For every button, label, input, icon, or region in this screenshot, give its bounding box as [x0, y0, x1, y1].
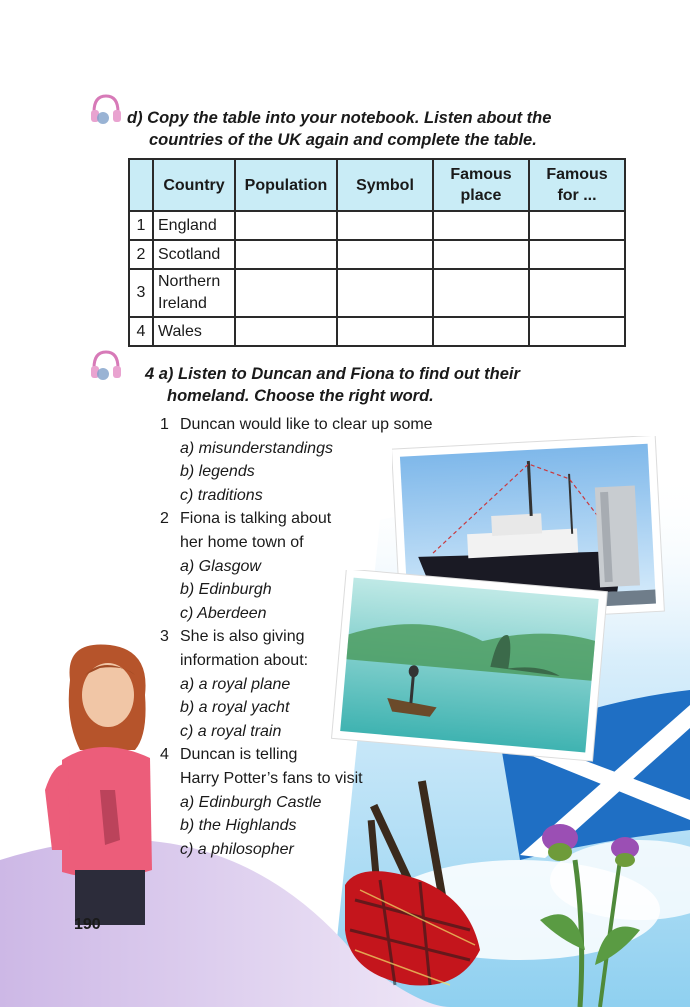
header-famous-place-line-1: Famous [450, 166, 512, 183]
question-text-cont: her home town of [180, 533, 304, 551]
question-2 [160, 507, 433, 625]
cell-famous-for [529, 211, 625, 240]
header-famous-for-line-1: Famous [546, 166, 608, 183]
task-d-line-2: countries of the UK again and complete the table. [149, 131, 537, 149]
girl-image [40, 640, 170, 925]
row-country: England [153, 211, 235, 240]
row-number: 2 [129, 240, 153, 269]
cell-population [235, 211, 337, 240]
task-d-instruction [127, 107, 551, 151]
cell-population [235, 269, 337, 317]
task-d-line-1: d) Copy the table into your notebook. Listen about the [127, 109, 552, 127]
table-row [129, 211, 625, 240]
question-number: 3 [160, 628, 169, 646]
option-a: a) misunderstandings [180, 439, 333, 457]
header-famous-place [433, 159, 529, 211]
task-4a-line-1: 4 a) Listen to Duncan and Fiona to find out their [145, 365, 520, 383]
cell-famous-for [529, 317, 625, 346]
cell-symbol [337, 211, 433, 240]
cell-famous-place [433, 269, 529, 317]
header-symbol: Symbol [337, 159, 433, 211]
table-row [129, 317, 625, 346]
header-famous-for [529, 159, 625, 211]
question-text: Fiona is talking about [180, 510, 332, 528]
cell-population [235, 240, 337, 269]
listening-headphones-icon [88, 92, 122, 126]
task-4a-line-2: homeland. Choose the right word. [167, 387, 434, 405]
option-a: a) Glasgow [180, 557, 261, 575]
header-famous-place-line-2: place [460, 187, 502, 204]
cell-famous-for [529, 240, 625, 269]
cell-population [235, 317, 337, 346]
countries-table [128, 158, 626, 347]
cell-famous-place [433, 240, 529, 269]
header-country: Country [153, 159, 235, 211]
option-c: c) traditions [180, 486, 263, 504]
table-row [129, 269, 625, 317]
row-country [153, 269, 235, 317]
question-number: 4 [160, 746, 169, 764]
cell-symbol [337, 317, 433, 346]
row-country-line-1: Northern [158, 273, 221, 290]
cell-symbol [337, 269, 433, 317]
question-text-cont: Harry Potter’s fans to visit [180, 769, 363, 787]
listening-headphones-icon [88, 348, 122, 382]
question-3 [160, 625, 433, 743]
header-famous-for-line-2: for ... [557, 187, 597, 204]
option-b: b) legends [180, 463, 255, 481]
option-c: c) a royal train [180, 722, 282, 740]
row-number: 4 [129, 317, 153, 346]
row-country: Scotland [153, 240, 235, 269]
option-c: c) a philosopher [180, 840, 294, 858]
option-b: b) Edinburgh [180, 581, 272, 599]
option-b: b) a royal yacht [180, 699, 290, 717]
table-row [129, 240, 625, 269]
option-a: a) Edinburgh Castle [180, 793, 322, 811]
header-population: Population [235, 159, 337, 211]
table-header-row [129, 159, 625, 211]
row-number: 1 [129, 211, 153, 240]
question-text: Duncan would like to clear up some [180, 416, 433, 433]
question-text-cont: information about: [180, 651, 309, 669]
option-c: c) Aberdeen [180, 604, 267, 622]
cell-symbol [337, 240, 433, 269]
header-number [129, 159, 153, 211]
cell-famous-place [433, 317, 529, 346]
row-country-line-2: Ireland [158, 295, 207, 312]
question-number: 2 [160, 510, 169, 528]
question-list [160, 413, 433, 861]
question-text: She is also giving [180, 628, 305, 646]
task-4a-instruction [145, 363, 520, 407]
option-a: a) a royal plane [180, 675, 291, 693]
question-4 [160, 743, 433, 861]
cell-famous-for [529, 269, 625, 317]
row-country: Wales [153, 317, 235, 346]
question-text: Duncan is telling [180, 746, 298, 764]
row-number: 3 [129, 269, 153, 317]
question-1 [160, 413, 433, 507]
option-b: b) the Highlands [180, 817, 297, 835]
page-number: 190 [74, 916, 101, 933]
cell-famous-place [433, 211, 529, 240]
question-number: 1 [160, 416, 169, 433]
